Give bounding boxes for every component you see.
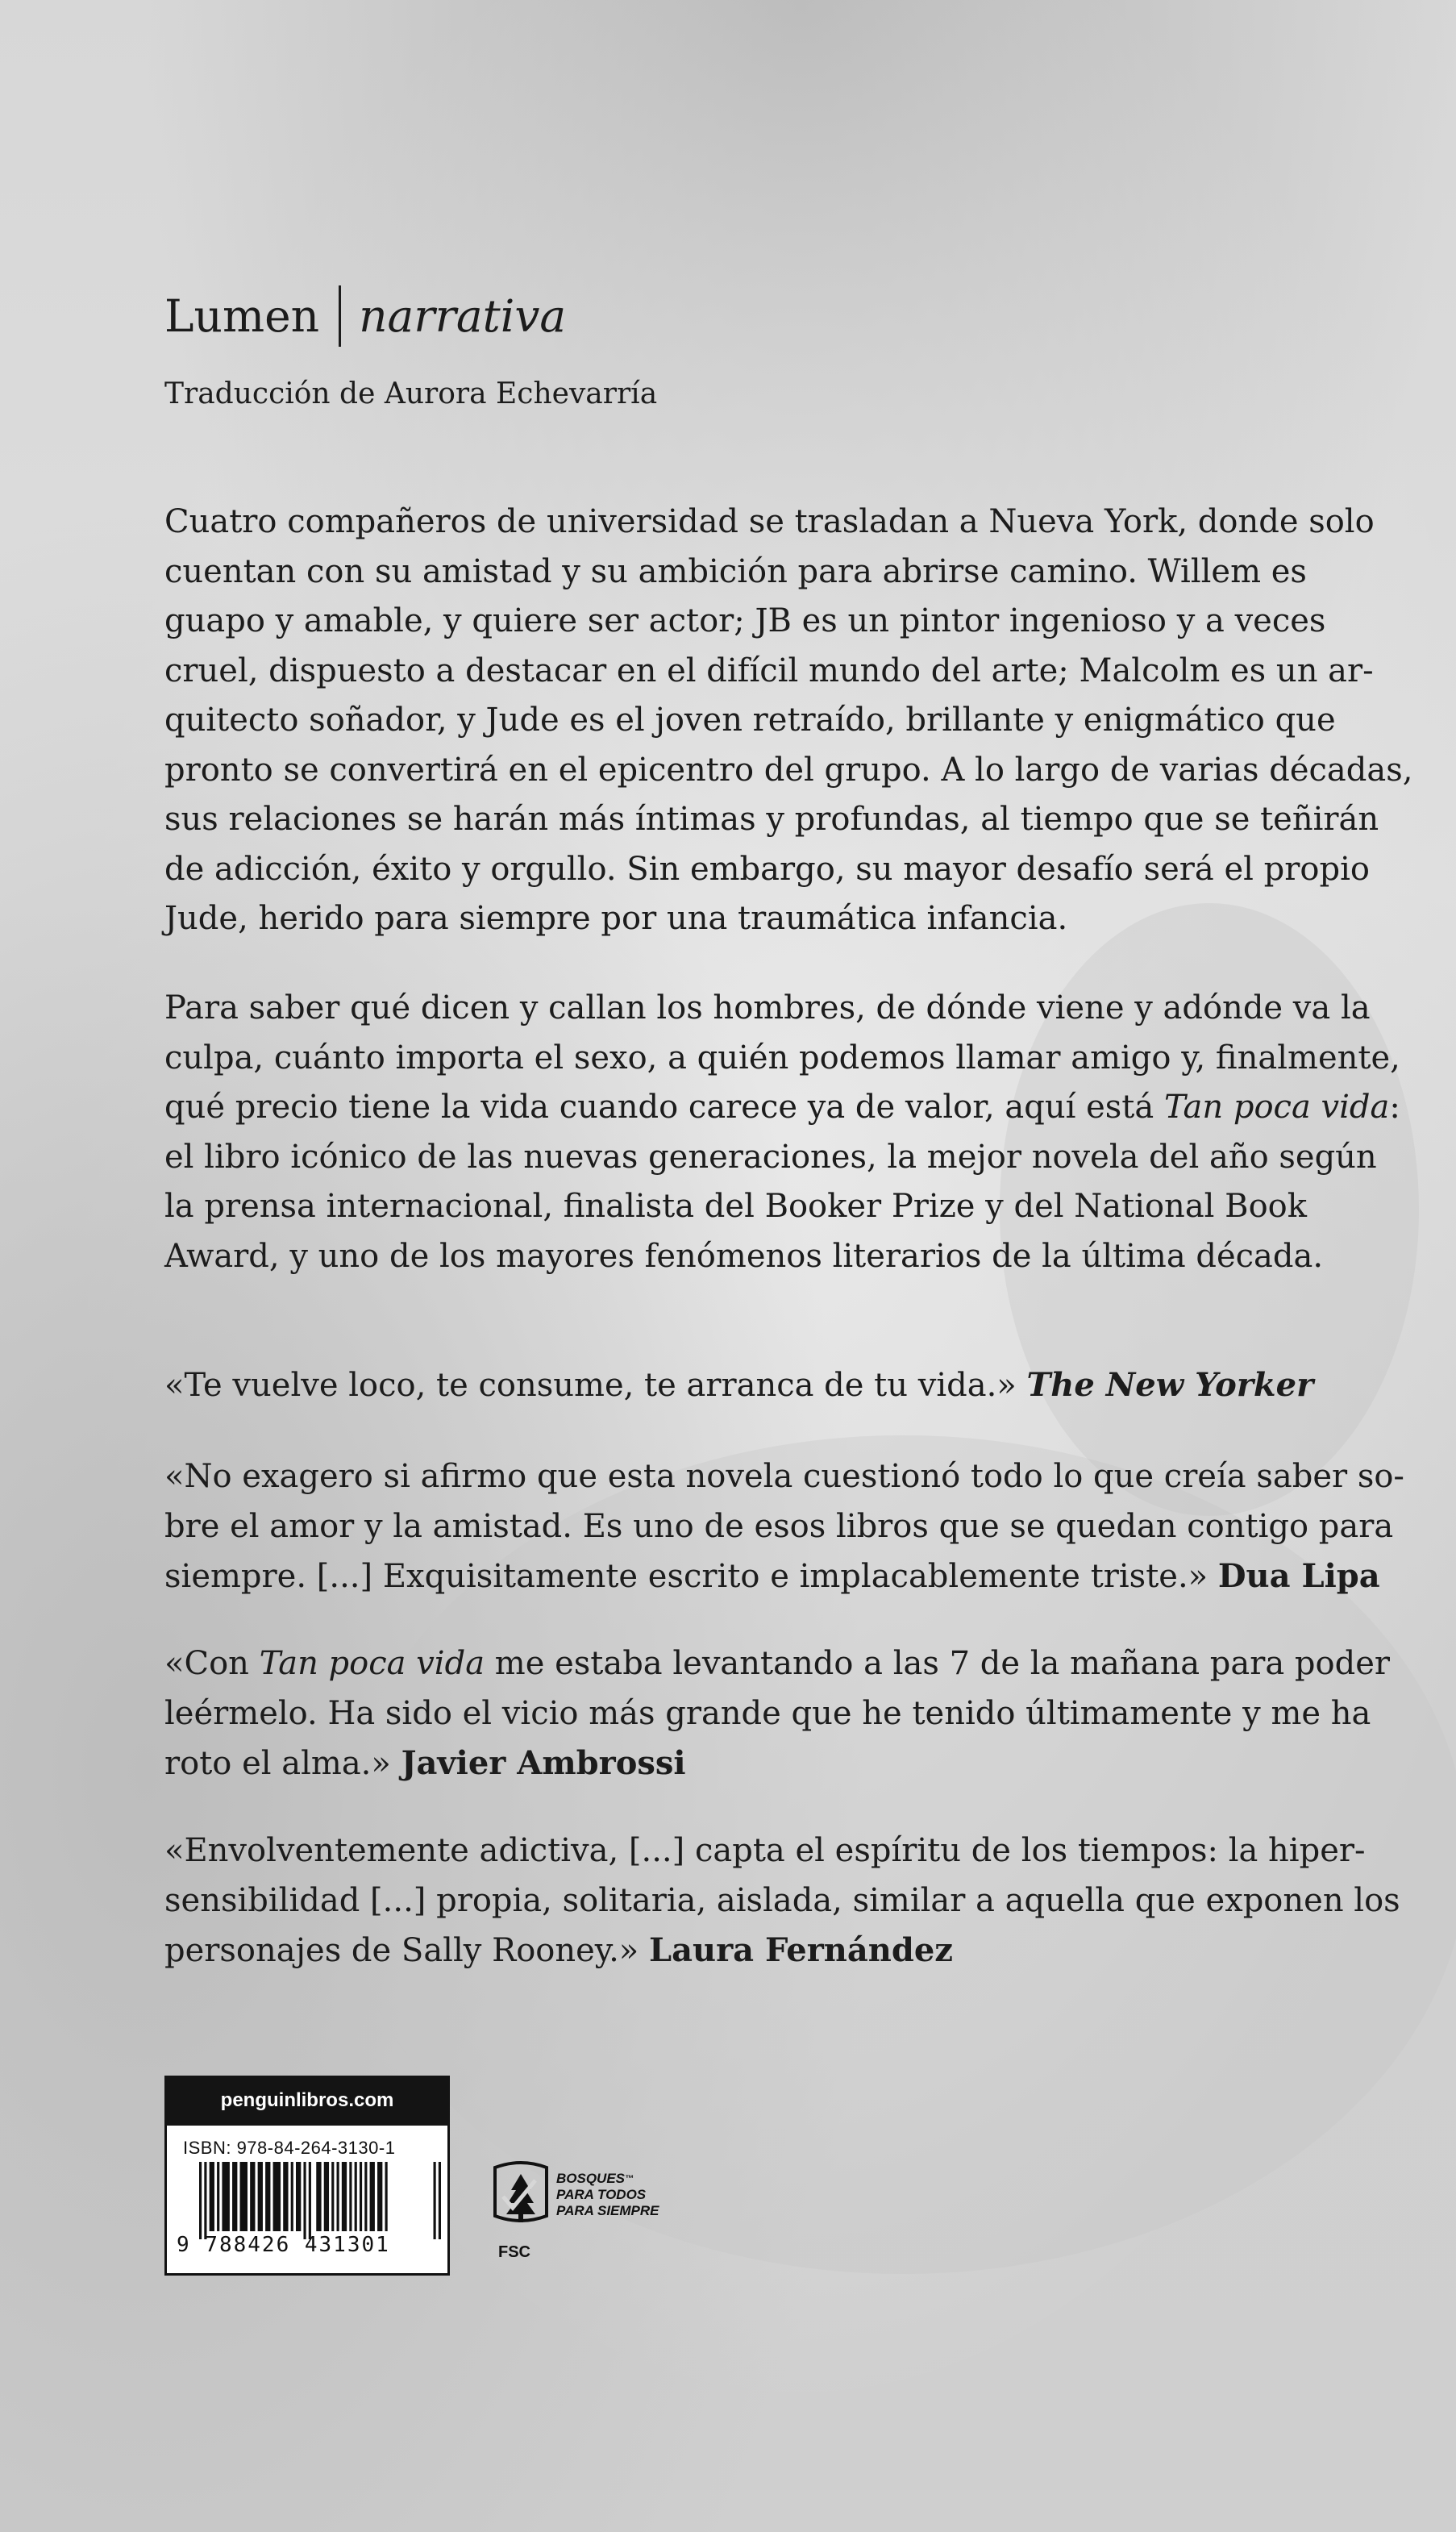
barcode-bar — [324, 2162, 329, 2231]
quote-source: Laura Fernández — [648, 1931, 953, 1969]
barcode-bar — [342, 2162, 347, 2231]
text-line: roto el alma.» Javier Ambrossi — [164, 1744, 686, 1782]
quote-source: Dua Lipa — [1217, 1557, 1380, 1595]
synopsis-paragraph-1 — [164, 498, 1413, 944]
imprint-divider — [339, 285, 341, 347]
barcode-bar — [377, 2162, 382, 2231]
review-quote-1 — [164, 1360, 1314, 1411]
barcode-bar — [434, 2162, 436, 2239]
book-title: Tan poca vida — [259, 1645, 485, 1682]
fsc-logo — [489, 2159, 706, 2280]
fsc-slogan: BOSQUES™ PARA TODOS PARA SIEMPRE — [556, 2171, 659, 2218]
barcode-bar — [303, 2162, 306, 2239]
barcode-bar — [370, 2162, 375, 2231]
text-line: «Envolventemente adictiva, [...] capta el espíritu de los tiempos: la hiper- — [164, 1832, 1366, 1869]
imprint — [164, 284, 566, 348]
tree-check-icon — [489, 2159, 553, 2243]
text-line: guapo y amable, y quiere ser actor; JB es un pintor ingenioso y a veces — [164, 602, 1326, 639]
barcode-bar — [364, 2162, 367, 2231]
barcode-bar — [250, 2162, 255, 2231]
ean-digits: 9 788426 431301 — [177, 2233, 390, 2257]
text-line: cruel, dispuesto a destacar en el difícil mundo del arte; Malcolm es un ar- — [164, 652, 1374, 689]
review-quote-2 — [164, 1452, 1404, 1602]
text-line: «Te vuelve loco, te consume, te arranca de tu vida.» The New Yorker — [164, 1366, 1314, 1404]
barcode-bar — [385, 2162, 388, 2231]
barcode-bar — [316, 2162, 321, 2231]
text-line: Para saber qué dicen y callan los hombres, de dónde viene y adónde va la — [164, 989, 1371, 1027]
barcode-bar — [439, 2162, 441, 2239]
barcode-bar — [309, 2162, 311, 2239]
barcode-bar — [273, 2162, 281, 2231]
barcode-bar — [204, 2162, 206, 2239]
barcode-bar — [217, 2162, 219, 2231]
barcode-bar — [355, 2162, 357, 2231]
book-title: Tan poca vida — [1163, 1089, 1390, 1126]
text-line: «Con Tan poca vida me estaba levantando a las 7 de la mañana para poder — [164, 1645, 1391, 1682]
text-line: culpa, cuánto importa el sexo, a quién podemos llamar amigo y, finalmente, — [164, 1039, 1400, 1077]
isbn-number: ISBN: 978-84-264-3130-1 — [183, 2138, 396, 2158]
quote-source: Javier Ambrossi — [401, 1744, 686, 1782]
text-line: quitecto soñador, y Jude es el joven retraído, brillante y enigmático que — [164, 702, 1336, 739]
text-line: de adicción, éxito y orgullo. Sin embargo, su mayor desafío será el propio — [164, 850, 1370, 888]
text-line: sensibilidad [...] propia, solitaria, aislada, similar a aquella que exponen los — [164, 1881, 1400, 1919]
text-line: pronto se convertirá en el epicentro del grupo. A lo largo de varias décadas, — [164, 751, 1413, 789]
review-quote-3 — [164, 1639, 1391, 1789]
barcode-bar — [210, 2162, 214, 2231]
text-line: Jude, herido para siempre por una traumática infancia. — [164, 900, 1068, 937]
review-quote-4 — [164, 1826, 1400, 1976]
barcode-bar — [240, 2162, 248, 2231]
text-line: «No exagero si afirmo que esta novela cuestionó todo lo que creía saber so- — [164, 1458, 1404, 1495]
text-line: el libro icónico de las nuevas generaciones, la mejor novela del año según — [164, 1138, 1377, 1176]
text-line: sus relaciones se harán más íntimas y profundas, al tiempo que se teñirán — [164, 801, 1379, 838]
barcode-bar — [296, 2162, 301, 2231]
text-line: qué precio tiene la vida cuando carece ya de valor, aquí está Tan poca vida: — [164, 1089, 1400, 1126]
collection-name: narrativa — [359, 290, 567, 342]
barcode-bar — [360, 2162, 362, 2231]
barcode-bars — [199, 2162, 441, 2239]
isbn-barcode-box — [164, 2076, 450, 2276]
text-line: personajes de Sally Rooney.» Laura Fernández — [164, 1931, 953, 1969]
text-line: Award, y uno de los mayores fenómenos literarios de la última década. — [164, 1237, 1324, 1275]
text-line: la prensa internacional, finalista del Booker Prize y del National Book — [164, 1188, 1307, 1225]
barcode-bar — [258, 2162, 263, 2231]
barcode-bar — [199, 2162, 202, 2239]
barcode-bar — [265, 2162, 270, 2231]
fsc-label: FSC — [498, 2243, 530, 2261]
barcode-bar — [349, 2162, 352, 2231]
barcode-bar — [331, 2162, 334, 2231]
synopsis-paragraph-2 — [164, 984, 1400, 1281]
website-label: penguinlibros.com — [164, 2076, 450, 2126]
text-line: leérmelo. Ha sido el vicio más grande que he tenido últimamente y me ha — [164, 1694, 1371, 1732]
translator-credit: Traducción de Aurora Echevarría — [164, 377, 658, 410]
text-line: cuentan con su amistad y su ambición para abrirse camino. Willem es — [164, 552, 1307, 590]
barcode-bar — [291, 2162, 293, 2231]
barcode-bar — [283, 2162, 288, 2231]
quote-source: The New Yorker — [1026, 1366, 1314, 1404]
text-line: siempre. [...] Exquisitamente escrito e implacablemente triste.» Dua Lipa — [164, 1557, 1380, 1595]
barcode-bar — [232, 2162, 237, 2231]
text-line: bre el amor y la amistad. Es uno de esos libros que se quedan contigo para — [164, 1507, 1394, 1545]
publisher-name: Lumen — [164, 290, 320, 342]
barcode-bar — [337, 2162, 339, 2231]
text-line: Cuatro compañeros de universidad se trasladan a Nueva York, donde solo — [164, 503, 1375, 540]
barcode-bar — [222, 2162, 229, 2231]
